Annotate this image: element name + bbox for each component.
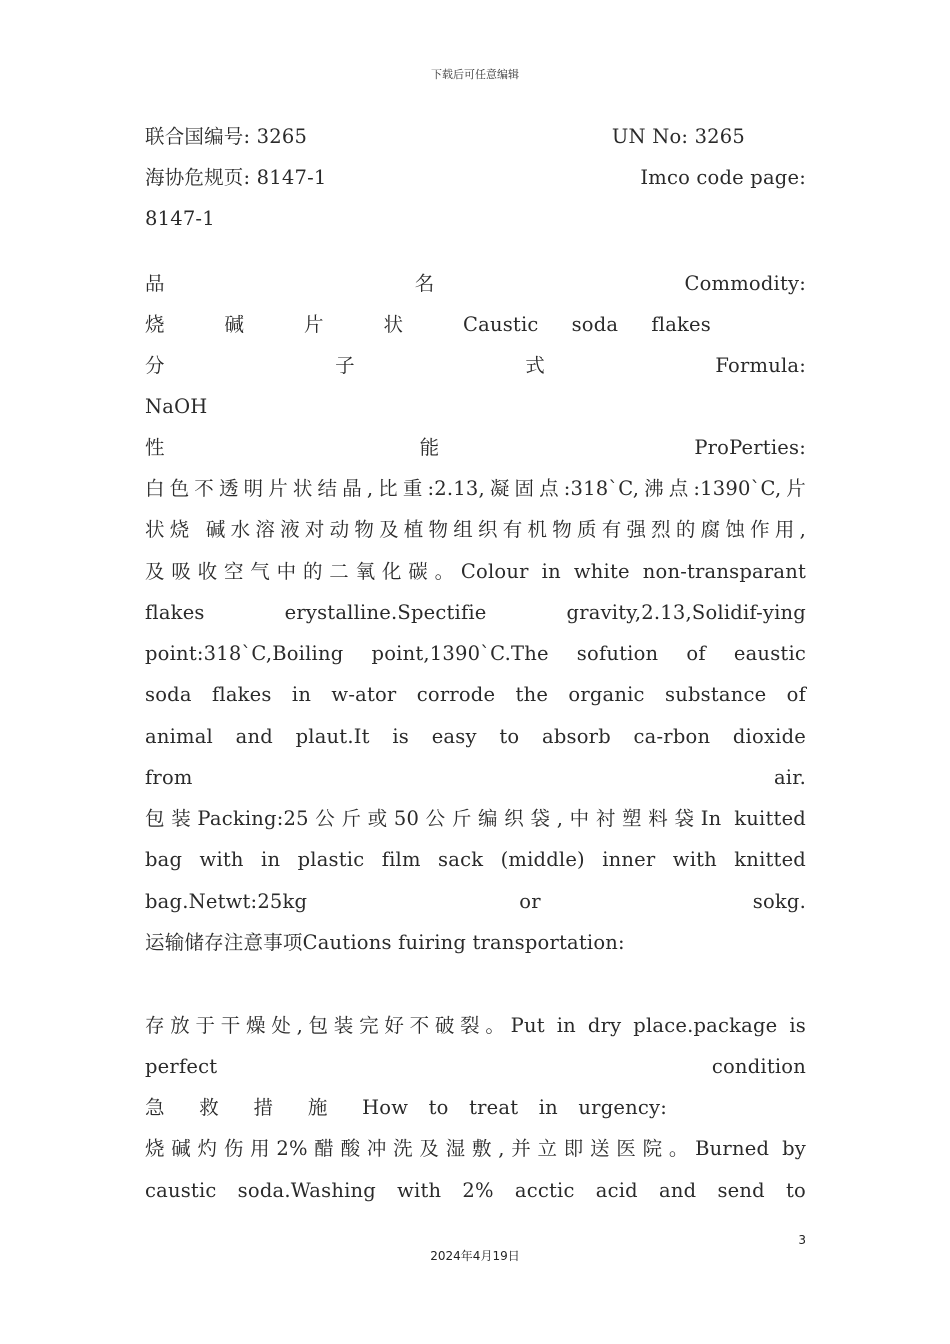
imco-code-en: Imco code page: — [640, 166, 806, 189]
packing-line: 包装Packing:25公斤或50公斤编织袋,中衬塑料袋In kuitted — [145, 807, 806, 830]
formula-label: 分 子 式 Formula: — [145, 354, 806, 377]
properties-line: 状烧 碱水溶液对动物及植物组织有机物质有强烈的腐蚀作用, — [145, 518, 806, 541]
commodity-value: 烧 碱 片 状 Caustic soda flakes — [145, 313, 711, 336]
properties-line: 及吸收空气中的二氧化碳。Colour in white non-transparant — [145, 560, 806, 583]
properties-line: point:318`C,Boiling point,1390`C.The sofution of eaustic — [145, 642, 806, 665]
first-aid-line: caustic soda.Washing with 2% acctic acid and send to — [145, 1179, 806, 1202]
page-header: 下载后可任意编辑 — [431, 68, 519, 81]
page-number: 3 — [798, 1233, 806, 1247]
properties-line: animal and plaut.It is easy to absorb ca-rbon dioxide — [145, 725, 806, 748]
first-aid-line: 烧碱灼伤用2%醋酸冲洗及湿敷,并立即送医院。Burned by — [145, 1137, 806, 1160]
un-number-cn: 联合国编号: 3265 — [145, 125, 308, 148]
properties-label: 性 能 ProPerties: — [145, 436, 806, 459]
cautions-line: perfect condition — [145, 1055, 806, 1078]
properties-line: flakes erystalline.Spectifie gravity,2.13,Solidif-ying — [145, 601, 806, 624]
commodity-label: 品 名 Commodity: — [145, 272, 806, 295]
imco-code-cn: 海协危规页: 8147-1 — [145, 166, 327, 189]
footer-date: 2024年4月19日 — [430, 1249, 520, 1263]
imco-code-value: 8147-1 — [145, 207, 215, 230]
cautions-line: 存放于干燥处,包装完好不破裂。Put in dry place.package is — [145, 1014, 806, 1037]
properties-line: soda flakes in w-ator corrode the organic substance of — [145, 683, 806, 706]
cautions-label: 运输储存注意事项Cautions fuiring transportation: — [145, 931, 625, 954]
properties-line: 白色不透明片状结晶,比重:2.13,凝固点:318`C,沸点:1390`C,片 — [145, 477, 806, 500]
formula-value: NaOH — [145, 395, 208, 418]
un-number-line — [145, 122, 806, 152]
un-number-en: UN No: 3265 — [611, 125, 745, 148]
imco-code-line — [145, 163, 806, 193]
packing-line: bag.Netwt:25kg or sokg. — [145, 890, 806, 913]
first-aid-label: 急 救 措 施 How to treat in urgency: — [145, 1096, 667, 1119]
packing-line: bag with in plastic film sack (middle) inner with knitted — [145, 848, 806, 871]
properties-line: from air. — [145, 766, 806, 789]
